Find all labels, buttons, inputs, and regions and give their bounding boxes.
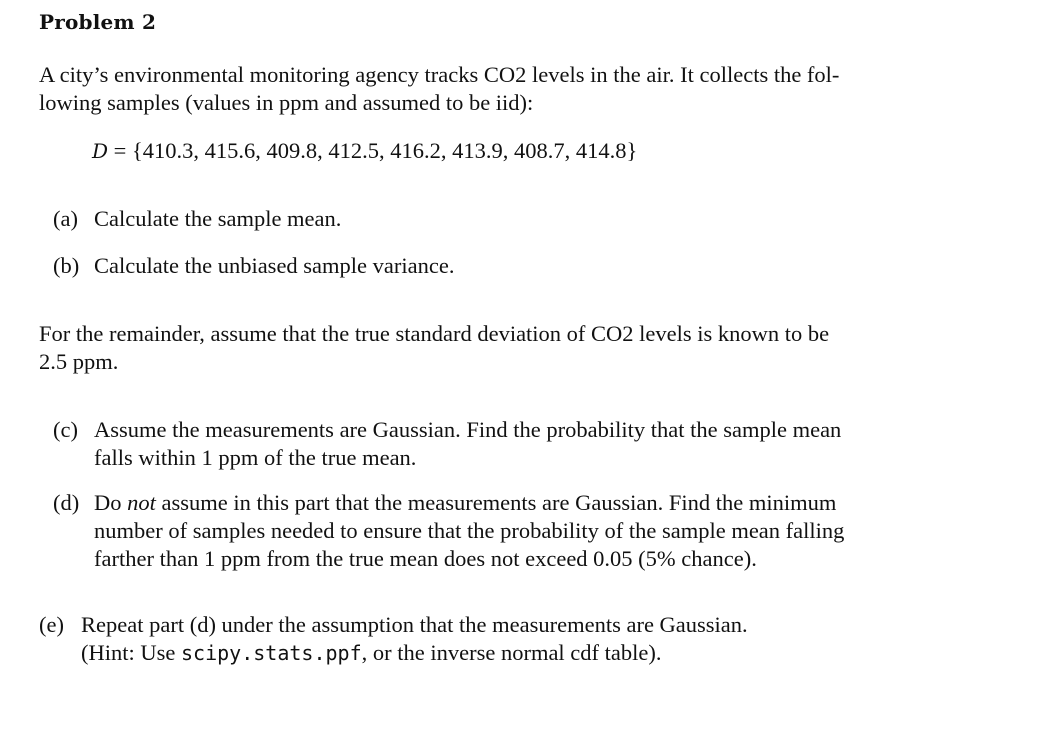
part-d-label: (d) bbox=[53, 490, 80, 515]
dataset-equation bbox=[92, 138, 637, 164]
part-a-label: (a) bbox=[53, 206, 78, 231]
part-e-line: Repeat part (d) under the assumption that the measurements are Gaussian. bbox=[81, 612, 748, 637]
part-e-hint-pre: (Hint: Use bbox=[81, 640, 181, 665]
intro-line: lowing samples (values in ppm and assumed to be iid): bbox=[39, 90, 534, 115]
part-d-emphasis: not bbox=[127, 490, 156, 515]
part-c-label: (c) bbox=[53, 417, 78, 442]
intro-paragraph bbox=[39, 61, 976, 117]
part-d-line bbox=[94, 489, 844, 517]
part-d-post: assume in this part that the measurements are Gaussian. Find the minimum bbox=[155, 490, 837, 515]
part-d-line: number of samples needed to ensure that the probability of the sample mean falling bbox=[94, 518, 845, 543]
part-c-line: Assume the measurements are Gaussian. Find the probability that the sample mean bbox=[94, 417, 842, 442]
part-c-text bbox=[94, 416, 841, 472]
remainder-line: 2.5 ppm. bbox=[39, 349, 119, 374]
part-b-label: (b) bbox=[53, 253, 80, 278]
intro-line: A city’s environmental monitoring agency tracks CO2 levels in the air. It collects the fol- bbox=[39, 62, 840, 87]
remainder-line: For the remainder, assume that the true standard deviation of CO2 levels is known to be bbox=[39, 321, 830, 346]
part-e-text bbox=[81, 611, 748, 667]
part-e-label: (e) bbox=[39, 612, 64, 637]
part-d-line: farther than 1 ppm from the true mean does not exceed 0.05 (5% chance). bbox=[94, 546, 757, 571]
part-d-pre: Do bbox=[94, 490, 128, 515]
part-e-hint-post: , or the inverse normal cdf table). bbox=[361, 640, 662, 665]
part-a-text: Calculate the sample mean. bbox=[94, 206, 342, 231]
part-c-line: falls within 1 ppm of the true mean. bbox=[94, 445, 417, 470]
dataset-values: = {410.3, 415.6, 409.8, 412.5, 416.2, 413.9, 408.7, 414.8} bbox=[108, 138, 638, 163]
problem-title: Problem 2 bbox=[39, 10, 157, 34]
part-d-text bbox=[94, 489, 844, 573]
part-b-text: Calculate the unbiased sample variance. bbox=[94, 253, 455, 278]
remainder-paragraph bbox=[39, 320, 976, 376]
part-e-code: scipy.stats.ppf bbox=[181, 641, 362, 665]
dataset-symbol: D bbox=[92, 139, 109, 163]
part-e-line bbox=[81, 639, 748, 667]
